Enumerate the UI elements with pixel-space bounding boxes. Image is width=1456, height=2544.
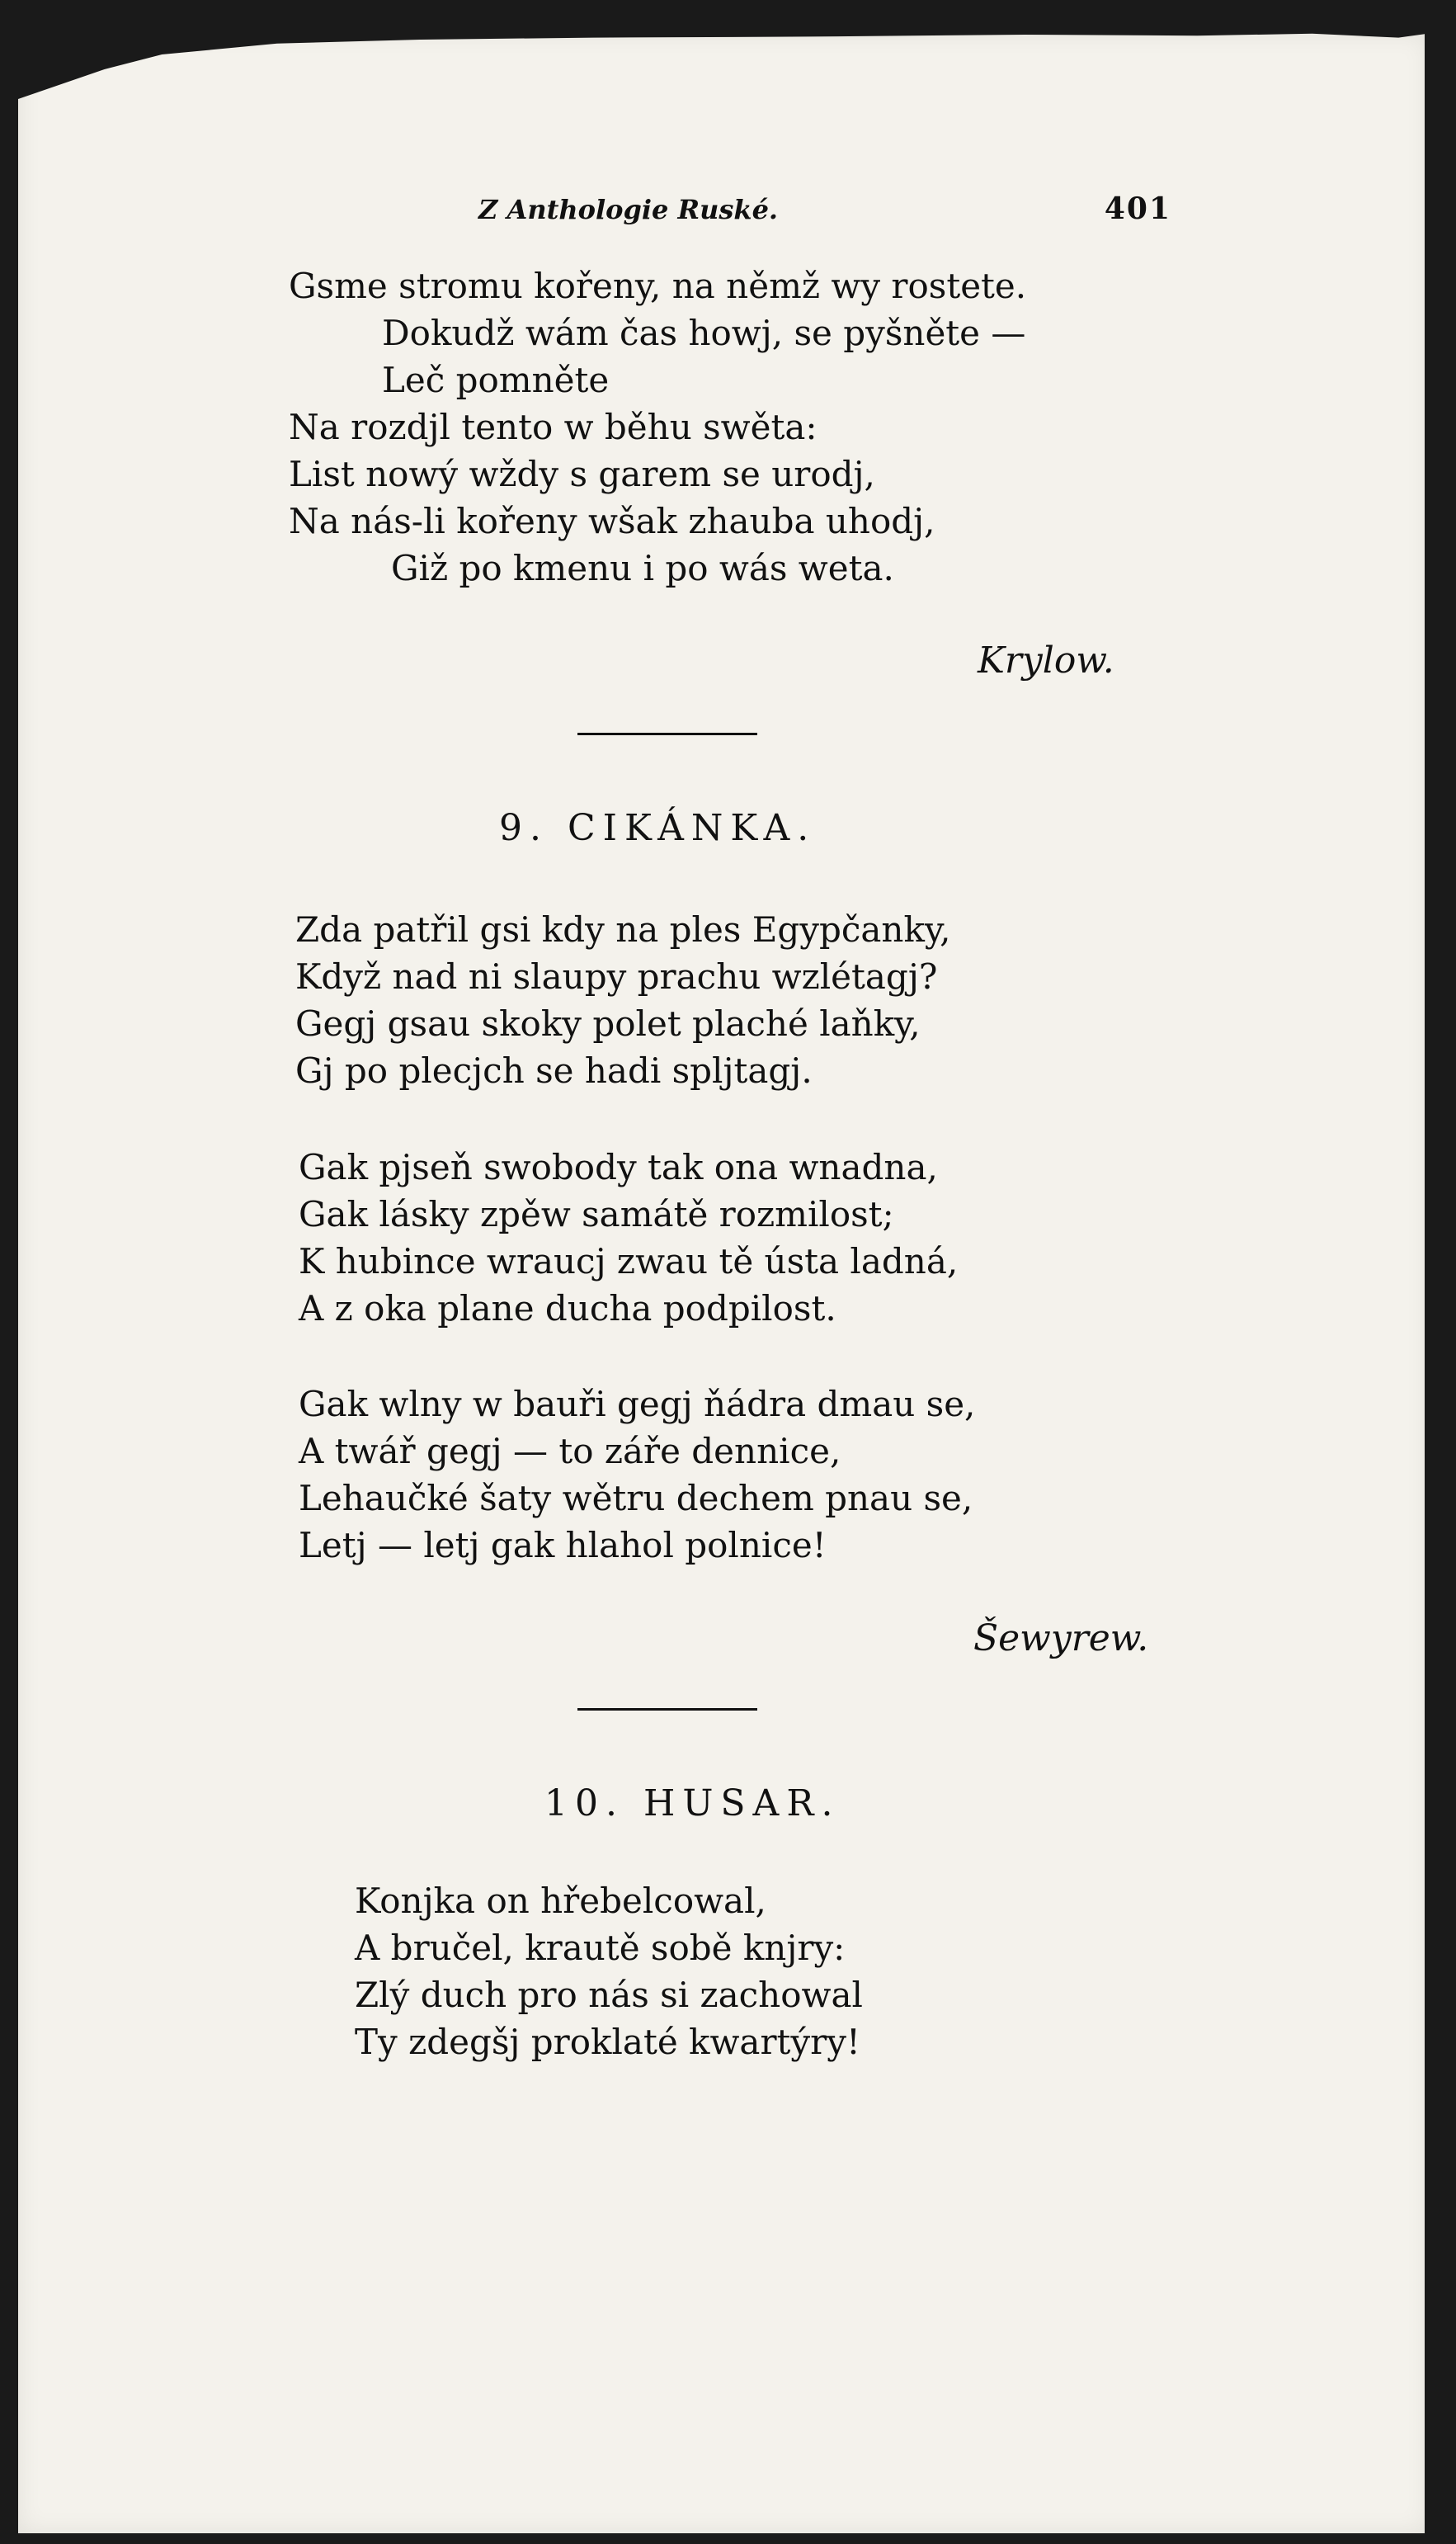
section-rule [577, 1708, 757, 1711]
poem8-tail-stanza [289, 262, 1026, 592]
poem9-stanza-3 [299, 1381, 975, 1569]
verse-line: Letj — letj gak hlahol polnice! [299, 1525, 827, 1565]
verse-line: Gak wlny w bauři gegj ňádra dmau se, [299, 1384, 976, 1424]
running-title: Z Anthologie Ruské. [478, 194, 779, 225]
poem-title: 9. CIKÁNKA. [499, 807, 817, 849]
verse-line: Gegj gsau skoky polet plaché laňky, [295, 1003, 921, 1044]
verse-line: A z oka plane ducha podpilost. [299, 1288, 836, 1329]
verse-line: Gsme stromu kořeny, na němž wy rostete. [289, 266, 1027, 306]
verse-line: K hubince wraucj zwau tě ústa ladná, [299, 1241, 959, 1281]
verse-line: Na nás-li kořeny wšak zhauba uhodj, [289, 501, 935, 541]
verse-line: Lehaučké šaty wětru dechem pnau se, [299, 1478, 973, 1518]
verse-line: Leč pomněte [382, 360, 610, 400]
verse-line: Konjka on hřebelcowal, [355, 1881, 766, 1921]
verse-line: Gak pjseň swobody tak ona wnadna, [299, 1147, 938, 1187]
verse-line: Gak lásky zpěw samátě rozmilost; [299, 1194, 894, 1234]
poem9-stanza-1 [295, 906, 950, 1094]
verse-line: Zda patřil gsi kdy na ples Egypčanky, [295, 909, 951, 950]
poem-title: 10. HUSAR. [544, 1782, 841, 1824]
page-right-edge [1425, 0, 1456, 2544]
verse-line: Na rozdjl tento w běhu swěta: [289, 407, 818, 447]
page-header [478, 191, 1171, 226]
author-signature: Krylow. [978, 640, 1114, 682]
poem9-stanza-2 [299, 1144, 958, 1332]
section-rule [577, 733, 757, 735]
verse-line: A twář gegj — to záře dennice, [299, 1431, 841, 1471]
verse-line: Giž po kmenu i po wás weta. [391, 548, 894, 588]
verse-line: Zlý duch pro nás si zachowal [355, 1975, 863, 2015]
page-number: 401 [1104, 191, 1171, 226]
author-signature: Šewyrew. [973, 1617, 1149, 1659]
verse-line: Když nad ni slaupy prachu wzlétagj? [295, 956, 938, 997]
poem10-stanza [355, 1877, 863, 2065]
verse-line: Dokudž wám čas howj, se pyšněte — [382, 313, 1026, 353]
verse-line: Ty zdegšj proklaté kwartýry! [355, 2022, 860, 2062]
verse-line: List nowý wždy s garem se urodj, [289, 454, 875, 494]
verse-line: Gj po plecjch se hadi spljtagj. [295, 1050, 813, 1091]
verse-line: A bručel, krautě sobě knjry: [355, 1928, 846, 1968]
